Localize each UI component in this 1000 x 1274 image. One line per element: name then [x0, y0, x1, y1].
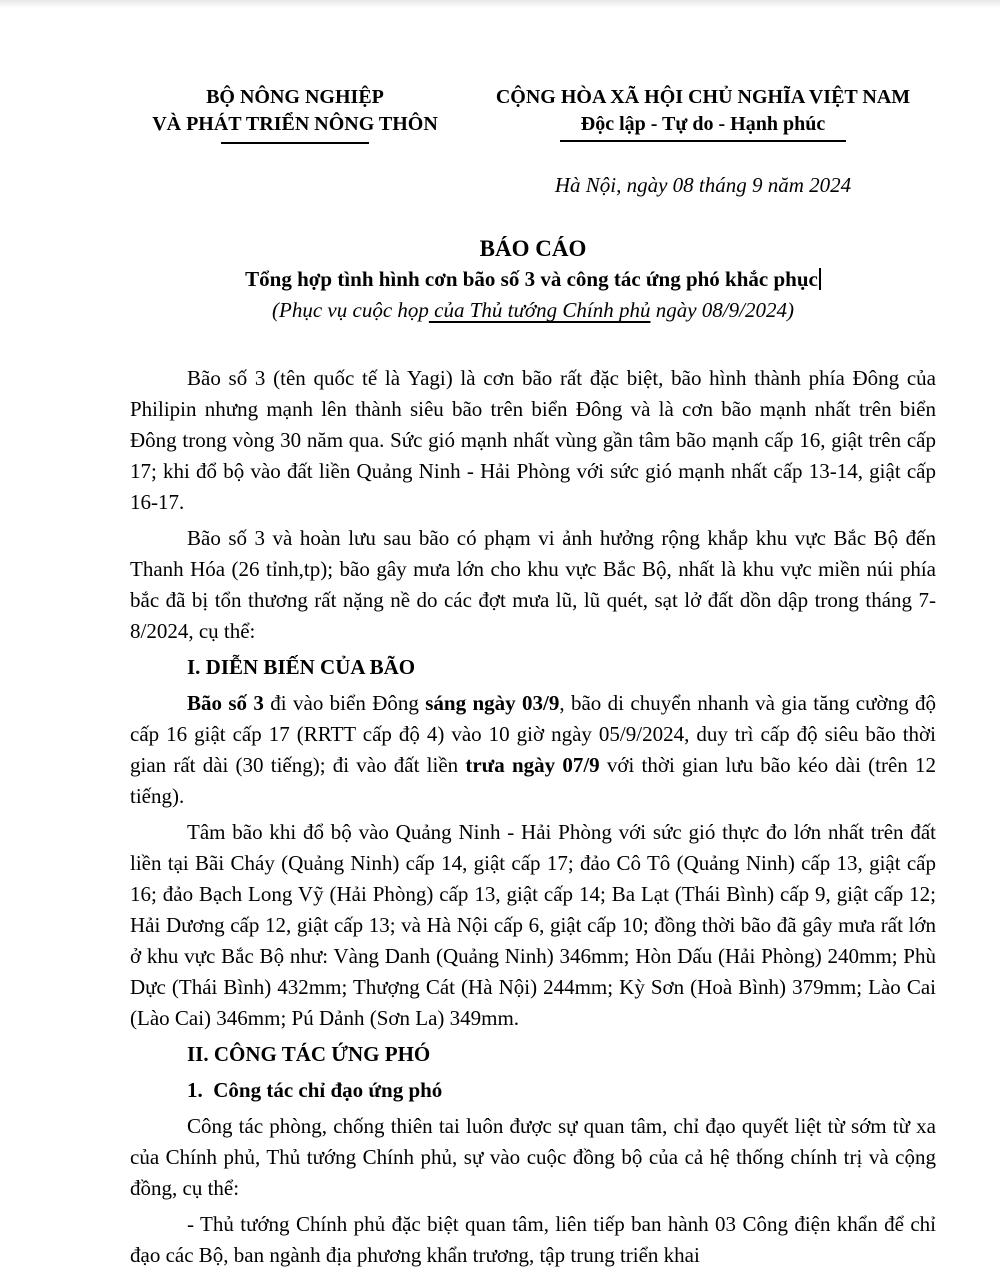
text-run: 1. Công tác chỉ đạo ứng phó [187, 1078, 443, 1102]
text-run: Bão số 3 (tên quốc tế là Yagi) là cơn bão rất đặc biệt, bão hình thành phía Đông của Philipin nhưng mạnh lên thành siêu bão trên biển Đông và là cơn bão mạnh nhất trên biển Đông trong vòng 30 năm qua. Sức gió mạnh nhất vùng gần tâm bão mạnh cấp 16, giật trên cấp 17; khi đổ bộ vào đất liền Quảng Ninh - Hải Phòng với sức gió mạnh nhất cấp 13-14, giật cấp 16-17. [130, 366, 936, 514]
text-run: với thời gian lưu bão kéo dài (trên 12 tiếng). [130, 753, 936, 808]
section-heading[interactable] [130, 652, 936, 683]
text-run: II. CÔNG TÁC ỨNG PHÓ [187, 1042, 431, 1066]
text-run: đi vào biển Đông [263, 691, 426, 715]
issuing-agency-line2: VÀ PHÁT TRIỂN NÔNG THÔN [152, 113, 438, 135]
issuing-agency-line1: BỘ NÔNG NGHIỆP [206, 86, 384, 108]
body-paragraphs[interactable] [130, 363, 936, 1271]
text-run: Bão số 3 và hoàn lưu sau bão có phạm vi ảnh hưởng rộng khắp khu vực Bắc Bộ đến Thanh Hóa (26 tỉnh,tp); bão gây mưa lớn cho khu vực Bắc Bộ, nhất là khu vực miền núi phía bắc đã bị tổn thương rất nặng nề do các đợt mưa lũ, lũ quét, sạt lở đất dồn dập trong tháng 7-8/2024, cụ thể: [130, 526, 936, 643]
paragraph[interactable] [130, 363, 936, 518]
paragraph[interactable] [130, 688, 936, 812]
national-title: CỘNG HÒA XÃ HỘI CHỦ NGHĨA VIỆT NAM [495, 86, 911, 108]
dateline[interactable]: Hà Nội, ngày 08 tháng 9 năm 2024 [554, 173, 852, 197]
paragraph[interactable] [130, 1111, 936, 1204]
subsection-heading[interactable] [130, 1075, 936, 1106]
national-motto: Độc lập - Tự do - Hạnh phúc [580, 113, 826, 135]
issuing-agency-block[interactable] [130, 84, 460, 144]
national-motto-block[interactable] [470, 84, 936, 142]
text-cursor [819, 268, 821, 290]
title-block [130, 234, 936, 325]
text-run: Bão số 3 [187, 691, 264, 715]
text-run: (Phục vụ cuộc họp [272, 298, 429, 322]
text-run: Công tác phòng, chống thiên tai luôn được sự quan tâm, chỉ đạo quyết liệt từ sớm từ xa của Chính phủ, Thủ tướng Chính phủ, sự vào cuộc đồng bộ của cả hệ thống chính trị và cộng đồng, cụ thể: [130, 1114, 936, 1200]
text-run: sáng ngày 03/9 [425, 691, 560, 715]
header-rule-right [560, 140, 846, 142]
report-note[interactable] [130, 295, 936, 325]
report-subject-text: Tổng hợp tình hình cơn bão số 3 và công tác ứng phó khắc phục [245, 267, 818, 291]
document-header [130, 84, 936, 144]
section-heading[interactable] [130, 1039, 936, 1070]
paragraph[interactable] [130, 523, 936, 647]
text-run: - Thủ tướng Chính phủ đặc biệt quan tâm, liên tiếp ban hành 03 Công điện khẩn để chỉ đạo các Bộ, ban ngành địa phương khẩn trương, tập trung triển khai [130, 1212, 936, 1267]
report-label[interactable]: BÁO CÁO [479, 236, 587, 261]
text-run: trưa ngày 07/9 [465, 753, 600, 777]
text-run: , bão di chuyển nhanh và gia tăng cường độ cấp 16 giật cấp 17 (RRTT cấp độ 4) vào 10 giờ ngày 05/9/2024, duy trì cấp độ siêu bão thời gian rất dài (30 tiếng); đi vào đất liền [130, 691, 936, 777]
paragraph[interactable] [130, 817, 936, 1034]
text-run: Tâm bão khi đổ bộ vào Quảng Ninh - Hải Phòng với sức gió thực đo lớn nhất trên đất liền tại Bãi Cháy (Quảng Ninh) cấp 14, giật cấp 17; đảo Cô Tô (Quảng Ninh) cấp 13, giật cấp 16; đảo Bạch Long Vỹ (Hải Phòng) cấp 13, giật cấp 14; Ba Lạt (Thái Bình) cấp 9, giật cấp 12; Hải Dương cấp 12, giật cấp 13; và Hà Nội cấp 6, giật cấp 10; đồng thời bão đã gây mưa rất lớn ở khu vực Bắc Bộ như: Vàng Danh (Quảng Ninh) 346mm; Hòn Dấu (Hải Phòng) 240mm; Phù Dực (Thái Bình) 432mm; Thượng Cát (Hà Nội) 244mm; Kỳ Sơn (Hoà Bình) 379mm; Lào Cai (Lào Cai) 346mm; Pú Dảnh (Sơn La) 349mm. [130, 820, 936, 1030]
text-run: của Thủ tướng Chính phủ [428, 298, 651, 322]
header-rule-left [221, 142, 369, 144]
paragraph[interactable] [130, 1209, 936, 1271]
report-subject[interactable] [130, 264, 936, 295]
text-run: ngày 08/9/2024) [650, 298, 794, 322]
text-run: I. DIỄN BIẾN CỦA BÃO [187, 655, 416, 679]
page-top-edge [0, 0, 1000, 8]
document-content[interactable] [130, 84, 936, 1274]
